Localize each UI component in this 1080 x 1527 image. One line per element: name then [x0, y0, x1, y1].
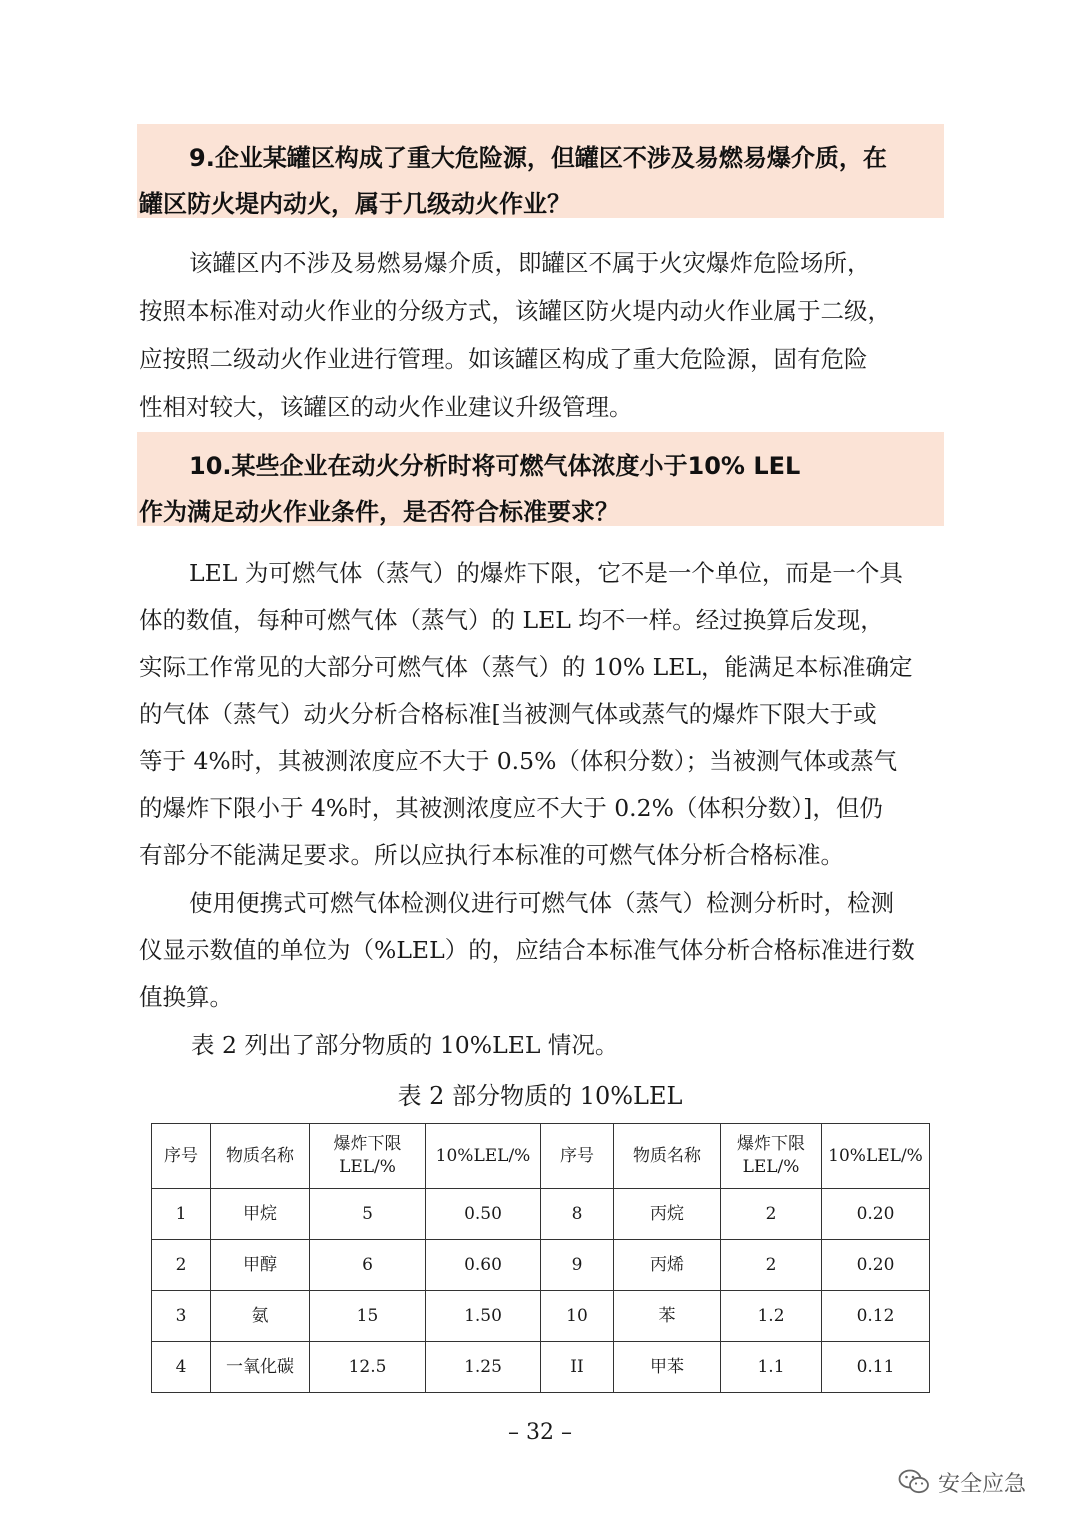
answer-10-line-9: 仪显示数值的单位为（%LEL）的，应结合本标准气体分析合格标准进行数 [139, 936, 915, 964]
question-9-line-2: 罐区防火堤内动火，属于几级动火作业？ [139, 190, 571, 218]
table-cell: 12.5 [310, 1342, 426, 1393]
table-cell: 6 [310, 1240, 426, 1291]
question-9-box [137, 124, 944, 218]
page-number: – 32 – [508, 1420, 572, 1445]
table-cell: 苯 [614, 1291, 721, 1342]
wechat-icon [898, 1468, 930, 1496]
table-cell: 氨 [211, 1291, 310, 1342]
table-cell: 9 [541, 1240, 614, 1291]
header-index-2: 序号 [541, 1124, 614, 1189]
answer-10-line-8: 使用便携式可燃气体检测仪进行可燃气体（蒸气）检测分析时，检测 [189, 889, 894, 917]
header-10lel-2: 10%LEL/% [822, 1124, 930, 1189]
table-cell: 甲烷 [211, 1189, 310, 1240]
table-cell: 1.25 [426, 1342, 541, 1393]
header-index: 序号 [152, 1124, 211, 1189]
table-cell: 甲醇 [211, 1240, 310, 1291]
question-10-line-2: 作为满足动火作业条件，是否符合标准要求？ [139, 498, 619, 526]
table-cell: 2 [152, 1240, 211, 1291]
header-lel-2-line-2: LEL/% [742, 1157, 800, 1177]
answer-9-line-1: 该罐区内不涉及易燃易爆介质，即罐区不属于火灾爆炸危险场所， [189, 249, 871, 277]
table-row [152, 1240, 930, 1291]
table-cell: 0.50 [426, 1189, 541, 1240]
table-cell: 2 [721, 1189, 822, 1240]
table-cell: 1.1 [721, 1342, 822, 1393]
table-cell: 10 [541, 1291, 614, 1342]
answer-10-line-5: 等于 4%时，其被测浓度应不大于 0.5%（体积分数）；当被测气体或蒸气 [139, 747, 898, 775]
answer-10-line-3: 实际工作常见的大部分可燃气体（蒸气）的 10% LEL，能满足本标准确定 [139, 653, 913, 681]
table-cell: 0.20 [822, 1240, 930, 1291]
answer-10-line-7: 有部分不能满足要求。所以应执行本标准的可燃气体分析合格标准。 [139, 841, 844, 869]
table-row [152, 1189, 930, 1240]
table-cell: 0.20 [822, 1189, 930, 1240]
answer-10-line-11: 表 2 列出了部分物质的 10%LEL 情况。 [191, 1031, 619, 1059]
table-cell: 1.50 [426, 1291, 541, 1342]
table-cell: II [541, 1342, 614, 1393]
watermark-text: 安全应急 [938, 1471, 1027, 1497]
table-cell: 5 [310, 1189, 426, 1240]
table-cell: 1.2 [721, 1291, 822, 1342]
header-10lel: 10%LEL/% [426, 1124, 541, 1189]
answer-9-line-4: 性相对较大，该罐区的动火作业建议升级管理。 [139, 393, 633, 421]
table-row [152, 1342, 930, 1393]
header-lel [310, 1124, 426, 1189]
table-header-row [152, 1124, 930, 1189]
table-cell: 15 [310, 1291, 426, 1342]
question-9-line-1: 9.企业某罐区构成了重大危险源，但罐区不涉及易燃易爆介质，在 [189, 144, 887, 172]
table-cell: 一氧化碳 [211, 1342, 310, 1393]
table-cell: 0.12 [822, 1291, 930, 1342]
answer-9-line-3: 应按照二级动火作业进行管理。如该罐区构成了重大危险源，固有危险 [139, 345, 868, 373]
watermark [898, 1462, 1058, 1502]
table-cell: 2 [721, 1240, 822, 1291]
answer-10-line-10: 值换算。 [139, 983, 233, 1011]
answer-10-line-4: 的气体（蒸气）动火分析合格标准[当被测气体或蒸气的爆炸下限大于或 [139, 700, 877, 728]
table-cell: 丙烯 [614, 1240, 721, 1291]
answer-10-line-6: 的爆炸下限小于 4%时，其被测浓度应不大于 0.2%（体积分数）]，但仍 [139, 794, 883, 822]
header-substance: 物质名称 [211, 1124, 310, 1189]
table-cell: 1 [152, 1189, 211, 1240]
header-lel-line-2: LEL/% [339, 1157, 396, 1177]
answer-10-line-2: 体的数值，每种可燃气体（蒸气）的 LEL 均不一样。经过换算后发现， [139, 606, 884, 634]
answer-10-line-1: LEL 为可燃气体（蒸气）的爆炸下限，它不是一个单位，而是一个具 [189, 559, 903, 587]
table-cell: 8 [541, 1189, 614, 1240]
table-cell: 甲苯 [614, 1342, 721, 1393]
table-cell: 0.60 [426, 1240, 541, 1291]
lel-table [151, 1123, 930, 1393]
header-lel-line-1: 爆炸下限 [333, 1134, 402, 1155]
table-cell: 丙烷 [614, 1189, 721, 1240]
table-row [152, 1291, 930, 1342]
header-substance-2: 物质名称 [614, 1124, 721, 1189]
header-lel-2 [721, 1124, 822, 1189]
table-cell: 0.11 [822, 1342, 930, 1393]
header-lel-2-line-1: 爆炸下限 [737, 1134, 805, 1155]
table-cell: 4 [152, 1342, 211, 1393]
question-10-box [137, 432, 944, 526]
table-caption: 表 2 部分物质的 10%LEL [397, 1082, 683, 1110]
question-10-line-1: 10.某些企业在动火分析时将可燃气体浓度小于10% LEL [189, 452, 801, 480]
table-cell: 3 [152, 1291, 211, 1342]
answer-9-line-2: 按照本标准对动火作业的分级方式，该罐区防火堤内动火作业属于二级， [139, 297, 891, 325]
